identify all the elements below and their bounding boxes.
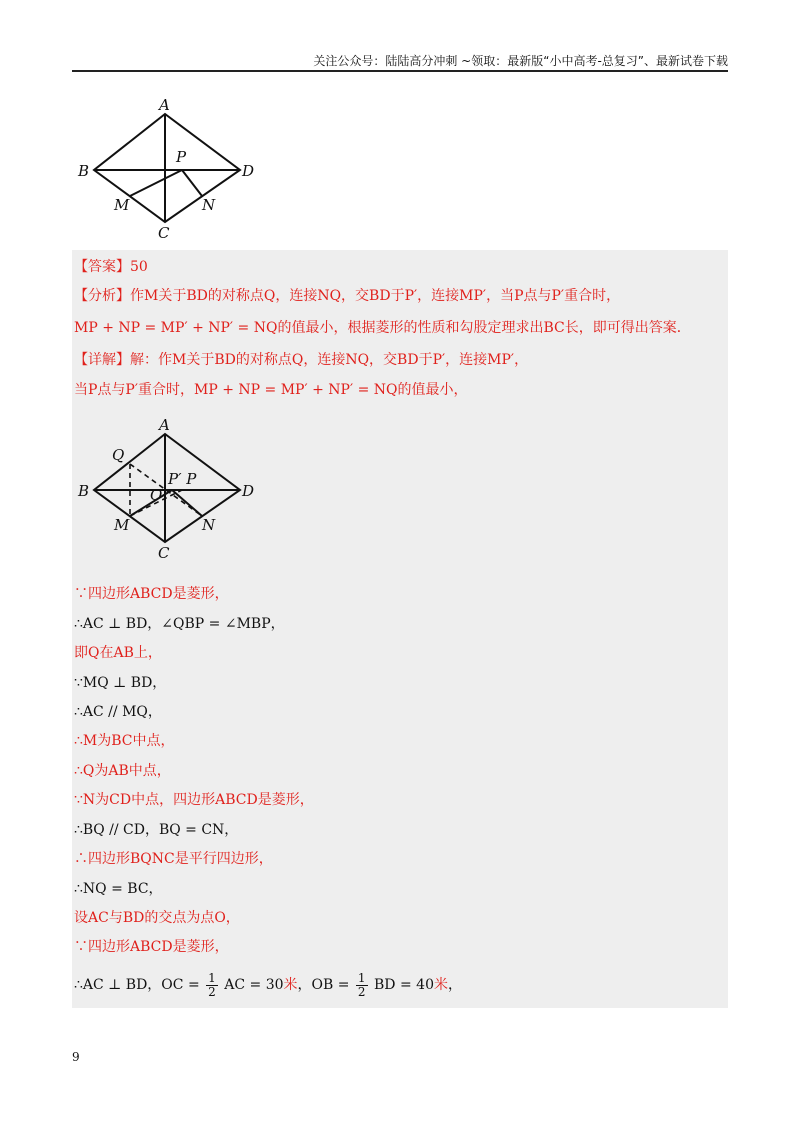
detail-line-2: 当P点与P′重合时，MP + NP = MP′ + NP′ = NQ的值最小，: [74, 382, 468, 398]
fig2-label-b: B: [78, 482, 90, 500]
detail-line-1: 【详解】解：作M关于BD的对称点Q，连接NQ，交BD于P′，连接MP′，: [74, 352, 529, 368]
step-7: ∴Q为AB中点，: [74, 763, 171, 779]
fig2-label-d: D: [242, 482, 255, 500]
fig1-label-m: M: [114, 196, 130, 214]
header-rule: [72, 70, 728, 72]
step-1: ∵四边形ABCD是菱形，: [74, 586, 229, 602]
fig1-label-c: C: [158, 224, 170, 241]
step-9: ∴BQ // CD，BQ = CN，: [74, 822, 239, 838]
step-13: ∵四边形ABCD是菱形，: [74, 939, 229, 955]
page-header: 关注公众号：陆陆高分冲刺 ~领取：最新版“小中高考-总复习”、最新试卷下载: [313, 54, 728, 68]
step-3: 即Q在AB上，: [74, 645, 162, 661]
fig2-label-pp: P′ P: [168, 470, 197, 488]
step-2: ∴AC ⊥ BD，∠QBP = ∠MBP，: [74, 616, 285, 632]
answer-value: 50: [130, 259, 148, 275]
analysis-line-2: MP + NP = MP′ + NP′ = NQ的值最小，根据菱形的性质和勾股定理求出BC长，即可得出答案．: [74, 320, 691, 336]
fig1-label-a: A: [159, 96, 170, 114]
step-6: ∴M为BC中点，: [74, 733, 175, 749]
fig1-label-p: P: [176, 148, 187, 166]
step-8: ∵N为CD中点，四边形ABCD是菱形，: [74, 792, 314, 808]
rhombus-figure-1: [72, 96, 272, 241]
fig2-label-q: Q: [112, 446, 125, 464]
step-10: ∴四边形BQNC是平行四边形，: [74, 851, 273, 867]
step-5: ∴AC // MQ，: [74, 704, 162, 720]
fig2-label-o: O: [150, 486, 163, 504]
answer-line: 【答案】50: [74, 259, 148, 275]
rhombus-figure-2: [72, 414, 272, 564]
fig2-label-m: M: [114, 516, 130, 534]
fraction-half-1: $\frac{1}{2}$: [208, 970, 216, 999]
fraction-half-2: $\frac{1}{2}$: [357, 970, 366, 999]
step-12: 设AC与BD的交点为点O，: [74, 910, 240, 926]
fig2-label-a: A: [159, 416, 170, 434]
fig2-label-n: N: [202, 516, 216, 534]
fig2-label-c: C: [158, 544, 170, 562]
fig1-label-d: D: [242, 162, 255, 180]
analysis-line-1: 【分析】作M关于BD的对称点Q，连接NQ，交BD于P′，连接MP′，当P点与P′重合时，: [74, 288, 621, 304]
step-11: ∴NQ = BC，: [74, 881, 163, 897]
fig1-label-b: B: [78, 162, 90, 180]
step-14: ∴AC ⊥ BD，OC = $\frac{1}{2}$ AC = 30米，OB = $\frac{1}{2}$ BD = 40米，: [74, 970, 462, 999]
fig1-label-n: N: [202, 196, 216, 214]
step-4: ∵MQ ⊥ BD，: [74, 675, 167, 691]
page-number: 9: [72, 1050, 80, 1064]
